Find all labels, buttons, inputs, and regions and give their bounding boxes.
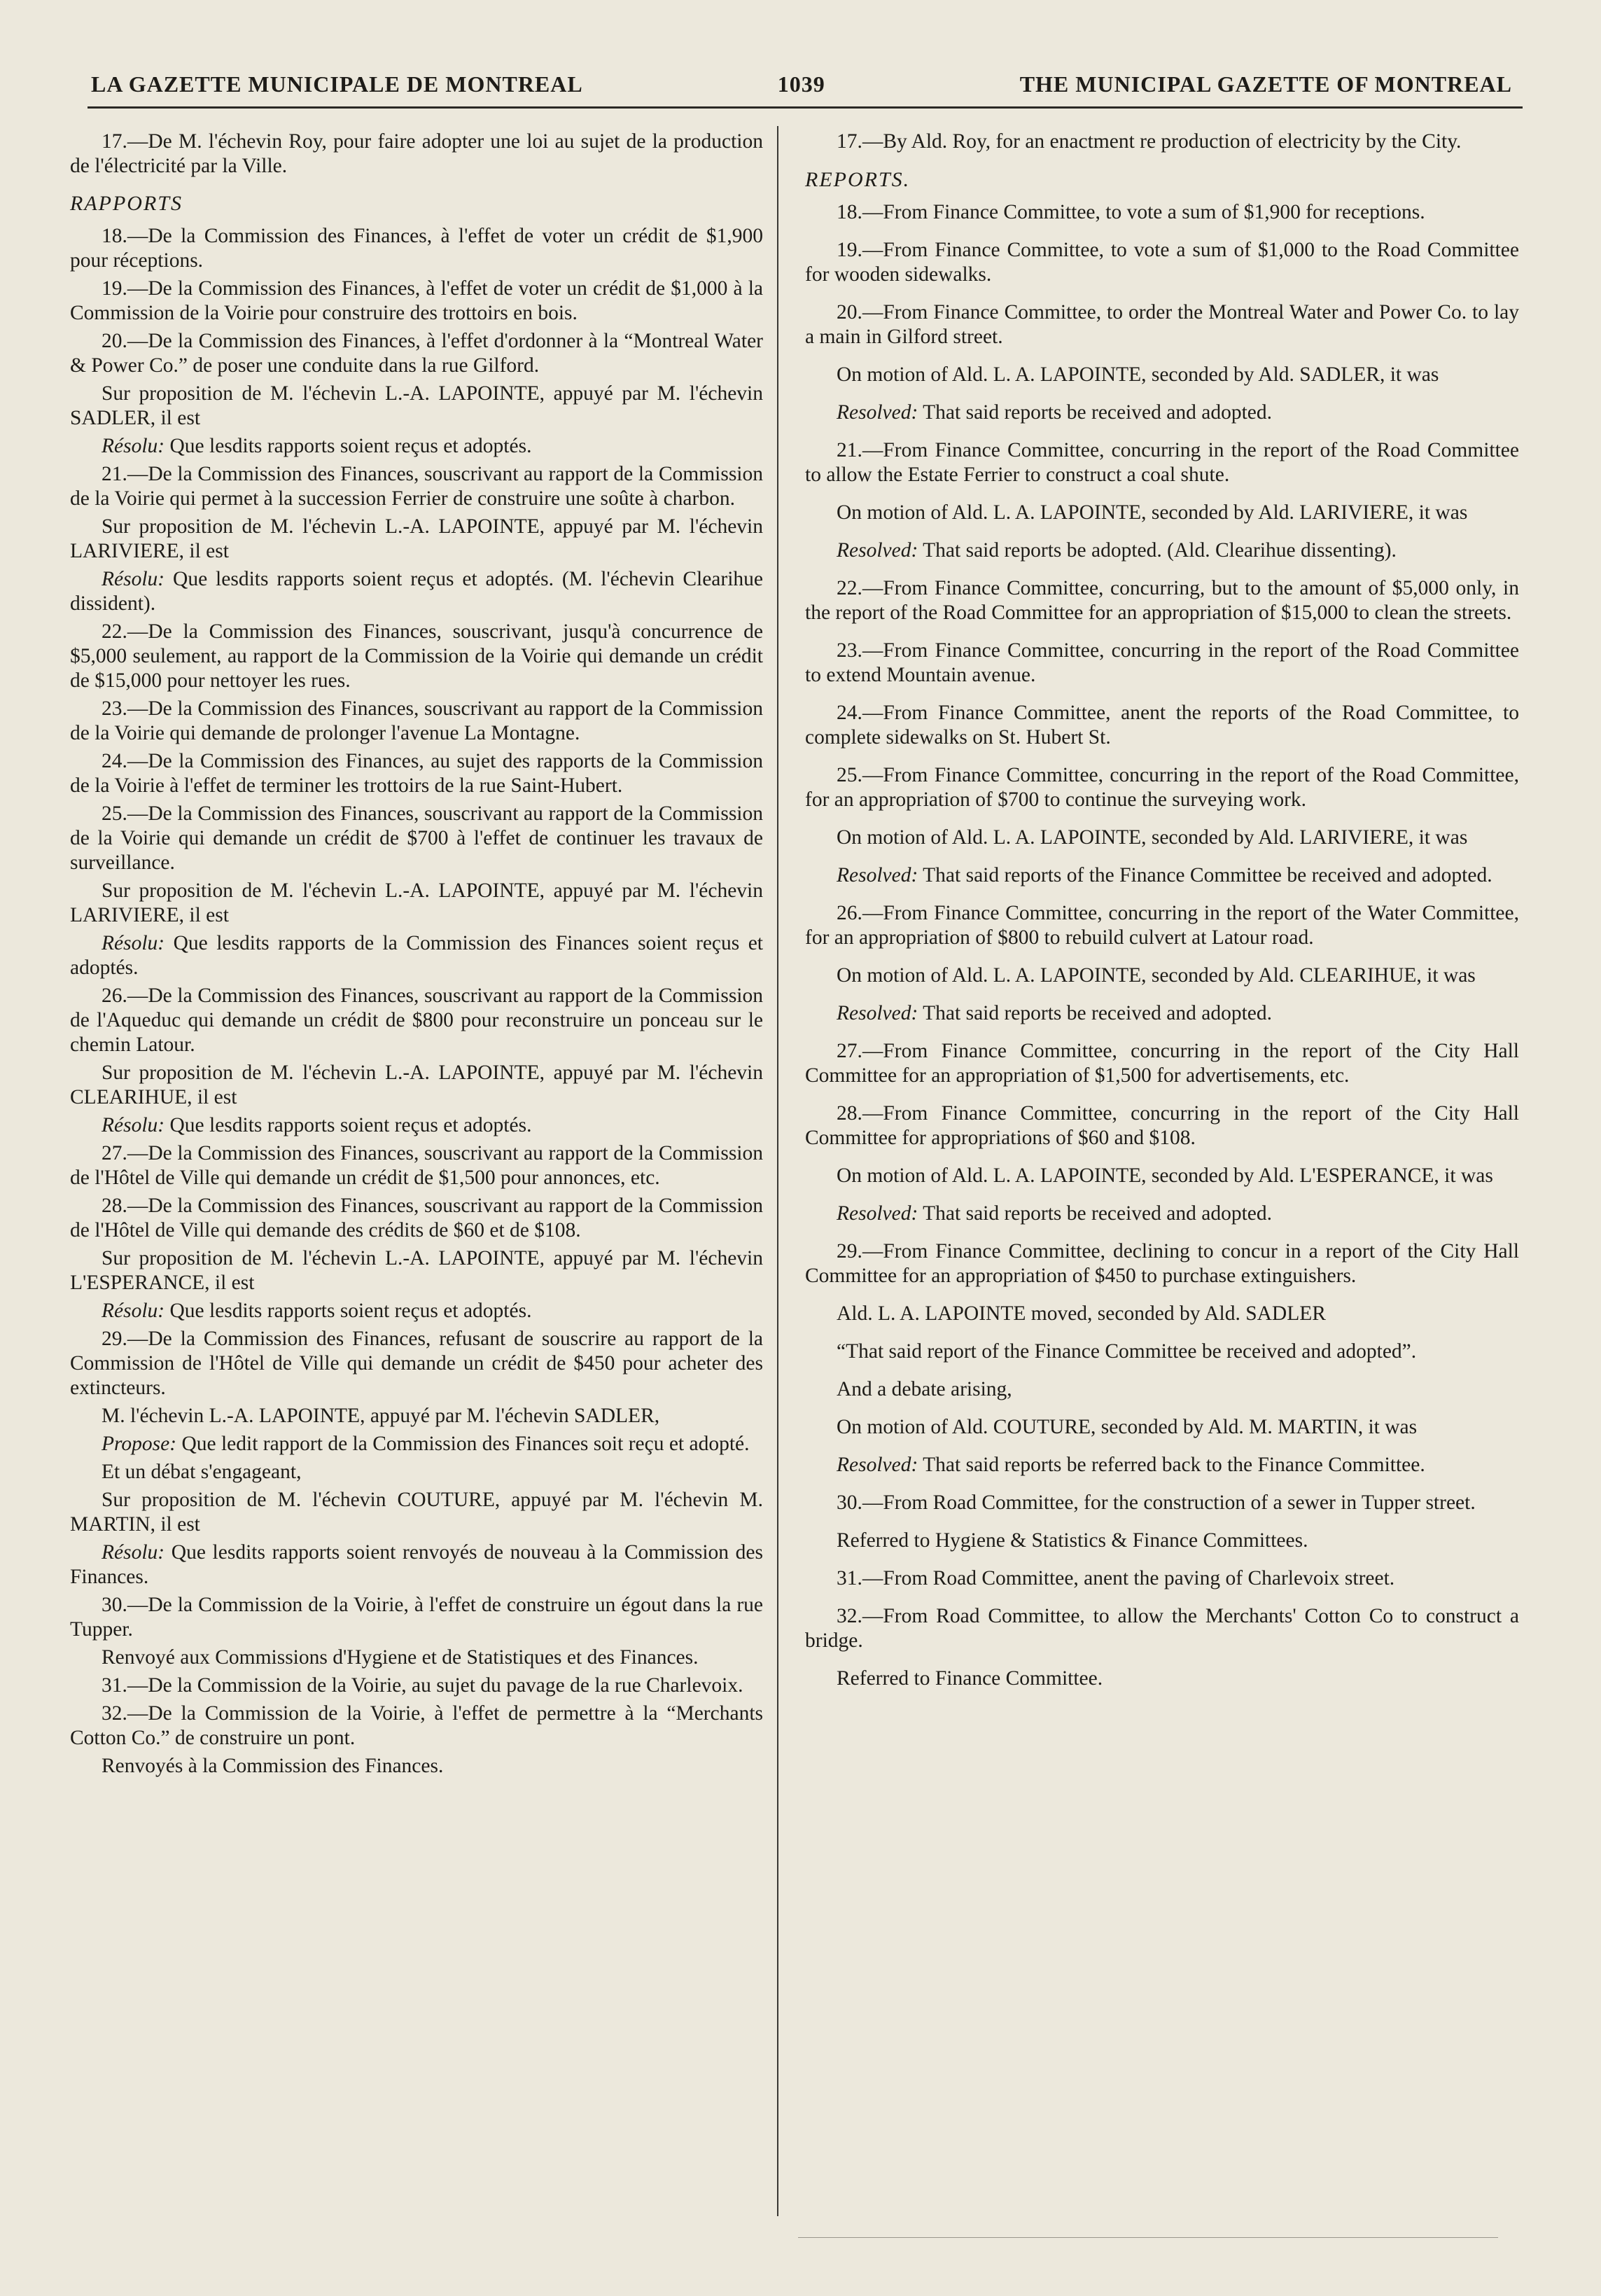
fr-item-26: 26.—De la Commission des Finances, souscrivant au rapport de la Commission de l'Aqueduc qui demande un crédit de $800 pour reconstruire un ponceau sur le chemin Latour. [70,985,763,1056]
fr-item-19: 19.—De la Commission des Finances, à l'effet de voter un crédit de $1,000 à la Commission de la Voirie pour construire des trottoirs en bois. [70,277,763,324]
fr-resolution-1 [70,434,763,459]
fr-resolution-6 [70,1540,763,1589]
fr-rapports-heading: RAPPORTS [70,192,183,215]
en-item-22: 22.—From Finance Committee, concurring, but to the amount of $5,000 only, in the report of the Road Committee for an appropriation of $15,000 to clean the streets. [805,577,1519,624]
fr-motion-1: Sur proposition de M. l'échevin L.-A. LAPOINTE, appuyé par M. l'échevin SADLER, il est [70,382,763,429]
column-divider [777,126,778,2216]
en-debate: And a debate arising, [837,1378,1012,1400]
resolution-text: Que lesdits rapports soient renvoyés de nouveau à la Commission des Finances. [70,1541,763,1588]
en-item-29: 29.—From Finance Committee, declining to concur in a report of the City Hall Committee for an appropriation of $450 to purchase extinguishers. [805,1240,1519,1287]
resolution-label: Résolu: [102,568,165,590]
fr-item-17: 17.—De M. l'échevin Roy, pour faire adopter une loi au sujet de la production de l'électricité par la Ville. [70,130,763,177]
resolution-text: Que lesdits rapports de la Commission des Finances soient reçus et adoptés. [70,932,764,979]
fr-referral-2: Renvoyés à la Commission des Finances. [102,1755,444,1777]
resolution-text: That said reports be received and adopted. [923,1202,1272,1225]
resolution-text: That said reports be adopted. (Ald. Clearihue dissenting). [923,539,1397,562]
resolution-label: Résolu: [102,932,165,954]
fr-resolution-5 [70,1299,763,1323]
page-number: 1039 [777,71,825,97]
fr-motion-5: Sur proposition de M. l'échevin L.-A. LAPOINTE, appuyé par M. l'échevin L'ESPERANCE, il est [70,1247,763,1294]
en-reports-heading: REPORTS. [805,168,911,191]
en-item-31: 31.—From Road Committee, anent the paving of Charlevoix street. [837,1567,1395,1589]
fr-item-18: 18.—De la Commission des Finances, à l'effet de voter un crédit de $1,900 pour réceptions. [70,225,763,272]
fr-item-21: 21.—De la Commission des Finances, souscrivant au rapport de la Commission de la Voirie qui permet à la succession Ferrier de construire une soûte à charbon. [70,463,763,510]
en-item-32: 32.—From Road Committee, to allow the Merchants' Cotton Co to construct a bridge. [805,1605,1519,1652]
en-resolution-1 [805,401,1519,425]
resolution-text: Que lesdits rapports soient reçus et adoptés. [169,435,532,457]
resolution-label: Resolved: [837,864,918,886]
en-motion-5: On motion of Ald. L. A. LAPOINTE, seconded by Ald. L'ESPERANCE, it was [837,1164,1493,1187]
en-resolution-4 [805,1001,1519,1026]
en-referral-1: Referred to Hygiene & Statistics & Finance Committees. [837,1529,1308,1552]
header-rule [88,106,1523,109]
en-item-20: 20.—From Finance Committee, to order the Montreal Water and Power Co. to lay a main in Gilford street. [805,301,1519,348]
english-column [805,130,1519,1704]
resolution-label: Résolu: [102,1114,165,1136]
en-item-18: 18.—From Finance Committee, to vote a sum of $1,900 for receptions. [837,201,1425,223]
en-item-26: 26.—From Finance Committee, concurring in the report of the Water Committee, for an appropriation of $800 to rebuild culvert at Latour road. [805,902,1519,949]
proposition-text: Que ledit rapport de la Commission des Finances soit reçu et adopté. [181,1433,750,1455]
en-item-17: 17.—By Ald. Roy, for an enactment re production of electricity by the City. [837,130,1462,153]
resolution-label: Resolved: [837,1002,918,1024]
fr-item-24: 24.—De la Commission des Finances, au sujet des rapports de la Commission de la Voirie à l'effet de terminer les trottoirs de la rue Saint-Hubert. [70,750,763,797]
fr-item-25: 25.—De la Commission des Finances, souscrivant au rapport de la Commission de la Voirie qui demande un crédit de $700 à l'effet de continuer les travaux de surveillance. [70,802,763,874]
resolution-label: Resolved: [837,1454,918,1476]
footer-rule [798,2237,1498,2238]
en-item-21: 21.—From Finance Committee, concurring in the report of the Road Committee to allow the Estate Ferrier to construct a coal shute. [805,439,1519,486]
fr-item-23: 23.—De la Commission des Finances, souscrivant au rapport de la Commission de la Voirie qui demande de prolonger l'avenue La Montagne. [70,697,763,744]
en-resolution-3 [805,863,1519,888]
en-motion-2: On motion of Ald. L. A. LAPOINTE, seconded by Ald. LARIVIERE, it was [837,501,1468,524]
en-motion-6: Ald. L. A. LAPOINTE moved, seconded by Ald. SADLER [837,1302,1326,1325]
en-item-28: 28.—From Finance Committee, concurring in the report of the City Hall Committee for appropriations of $60 and $108. [805,1102,1519,1149]
en-item-23: 23.—From Finance Committee, concurring in the report of the Road Committee to extend Mountain avenue. [805,639,1519,686]
fr-resolution-2 [70,567,763,616]
resolution-label: Résolu: [102,435,165,457]
en-item-27: 27.—From Finance Committee, concurring in the report of the City Hall Committee for an appropriation of $1,500 for advertisements, etc. [805,1040,1519,1087]
fr-proposition [70,1432,763,1456]
en-motion-3: On motion of Ald. L. A. LAPOINTE, seconded by Ald. LARIVIERE, it was [837,826,1468,849]
en-item-25: 25.—From Finance Committee, concurring in the report of the Road Committee, for an appropriation of $700 to continue the surveying work. [805,764,1519,811]
en-resolution-2 [805,538,1519,563]
fr-motion-3: Sur proposition de M. l'échevin L.-A. LAPOINTE, appuyé par M. l'échevin LARIVIERE, il est [70,879,763,926]
fr-item-30: 30.—De la Commission de la Voirie, à l'effet de construire un égout dans la rue Tupper. [70,1594,763,1641]
resolution-text: Que lesdits rapports soient reçus et adoptés. (M. l'échevin Clearihue dissident). [70,568,764,615]
fr-item-29: 29.—De la Commission des Finances, refusant de souscrire au rapport de la Commission de l'Hôtel de Ville qui demande un crédit de $450 pour acheter des extincteurs. [70,1328,763,1399]
resolution-text: Que lesdits rapports soient reçus et adoptés. [169,1300,532,1322]
en-motion-1: On motion of Ald. L. A. LAPOINTE, seconded by Ald. SADLER, it was [837,363,1439,386]
resolution-label: Résolu: [102,1300,165,1322]
en-motion-7: On motion of Ald. COUTURE, seconded by Ald. M. MARTIN, it was [837,1416,1418,1438]
french-column [70,130,763,1782]
fr-item-28: 28.—De la Commission des Finances, souscrivant au rapport de la Commission de l'Hôtel de Ville qui demande des crédits de $60 et de $108. [70,1195,763,1241]
en-item-30: 30.—From Road Committee, for the construction of a sewer in Tupper street. [837,1491,1476,1514]
resolution-label: Résolu: [102,1541,165,1564]
en-motion-quote: “That said report of the Finance Committee be received and adopted”. [837,1340,1417,1363]
en-resolution-6 [805,1453,1519,1477]
fr-motion-4: Sur proposition de M. l'échevin L.-A. LAPOINTE, appuyé par M. l'échevin CLEARIHUE, il est [70,1062,763,1108]
resolution-text: That said reports be referred back to the Finance Committee. [923,1454,1425,1476]
fr-item-32: 32.—De la Commission de la Voirie, à l'effet de permettre à la “Merchants Cotton Co.” de construire un pont. [70,1702,763,1749]
fr-item-20: 20.—De la Commission des Finances, à l'effet d'ordonner à la “Montreal Water & Power Co.” de poser une conduite dans la rue Gilford. [70,330,763,377]
resolution-label: Resolved: [837,401,918,424]
fr-motion-7: Sur proposition de M. l'échevin COUTURE, appuyé par M. l'échevin M. MARTIN, il est [70,1489,763,1536]
resolution-text: That said reports be received and adopted. [923,401,1272,424]
fr-motion-2: Sur proposition de M. l'échevin L.-A. LAPOINTE, appuyé par M. l'échevin LARIVIERE, il est [70,515,763,562]
en-item-19: 19.—From Finance Committee, to vote a sum of $1,000 to the Road Committee for wooden sidewalks. [805,239,1519,286]
en-motion-4: On motion of Ald. L. A. LAPOINTE, seconded by Ald. CLEARIHUE, it was [837,964,1476,987]
fr-motion-6: M. l'échevin L.-A. LAPOINTE, appuyé par M. l'échevin SADLER, [102,1405,660,1427]
resolution-text: That said reports of the Finance Committee be received and adopted. [923,864,1492,886]
resolution-text: That said reports be received and adopted. [923,1002,1272,1024]
fr-item-27: 27.—De la Commission des Finances, souscrivant au rapport de la Commission de l'Hôtel de Ville qui demande un crédit de $1,500 pour annonces, etc. [70,1142,763,1189]
header-title-french: LA GAZETTE MUNICIPALE DE MONTREAL [91,71,583,97]
resolution-text: Que lesdits rapports soient reçus et adoptés. [169,1114,532,1136]
fr-item-31: 31.—De la Commission de la Voirie, au sujet du pavage de la rue Charlevoix. [102,1674,743,1697]
en-item-24: 24.—From Finance Committee, anent the reports of the Road Committee, to complete sidewalks on St. Hubert St. [805,702,1519,749]
fr-debate: Et un débat s'engageant, [102,1461,302,1483]
header-title-english: THE MUNICIPAL GAZETTE OF MONTREAL [1019,71,1512,97]
page-header [91,63,1512,105]
en-referral-2: Referred to Finance Committee. [837,1667,1103,1690]
fr-resolution-4 [70,1113,763,1138]
en-resolution-5 [805,1202,1519,1226]
proposition-label: Propose: [102,1433,177,1455]
resolution-label: Resolved: [837,1202,918,1225]
fr-referral-1: Renvoyé aux Commissions d'Hygiene et de Statistiques et des Finances. [102,1646,699,1669]
resolution-label: Resolved: [837,539,918,562]
fr-item-22: 22.—De la Commission des Finances, souscrivant, jusqu'à concurrence de $5,000 seulement, au rapport de la Commission de la Voirie qui demande un crédit de $15,000 pour nettoyer les rues. [70,620,763,692]
fr-resolution-3 [70,931,763,980]
